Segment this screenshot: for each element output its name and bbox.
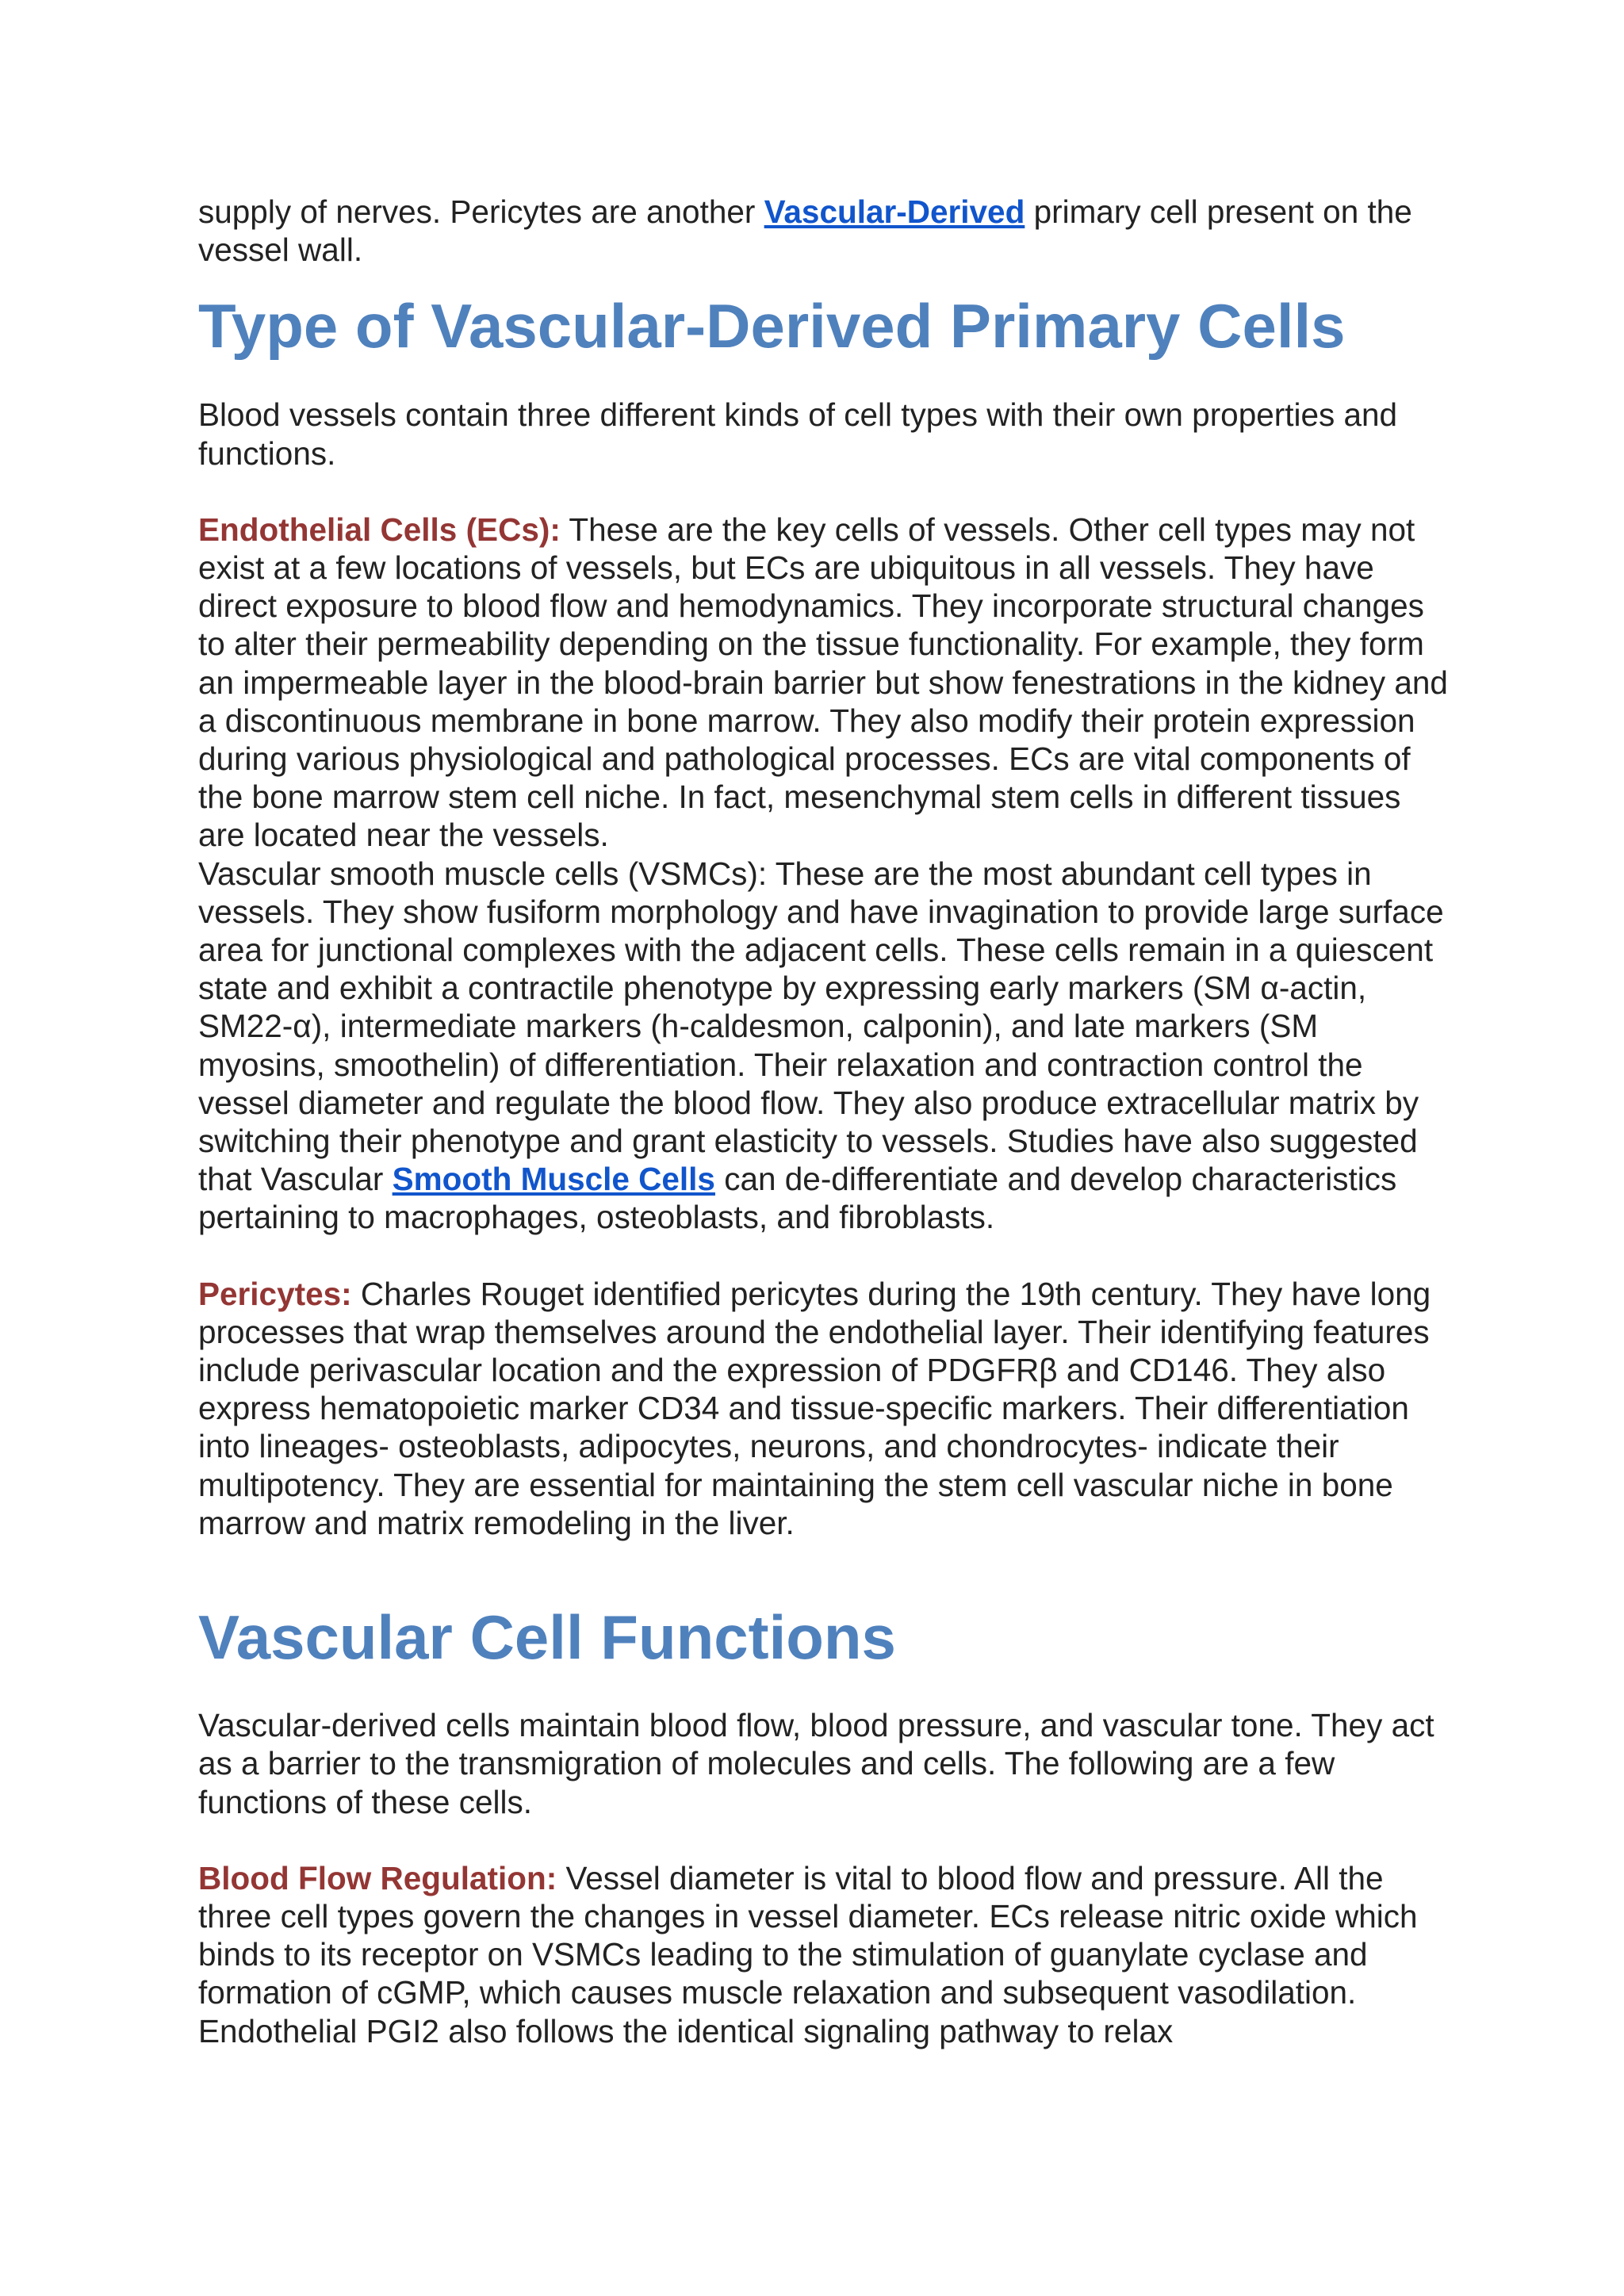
vsmc-text-after-link: can de-differentiate and develop characteristics pertaining to macrophages, osteoblasts, and fibroblasts.	[198, 1161, 1397, 1236]
endothelial-cells-text: These are the key cells of vessels. Other cell types may not exist at a few locations of vessels, but ECs are ubiquitous in all vessels. They have direct exposure to blood flow and hemodynamics. They incorporate structural changes to alter their permeability depending on the tissue functionality. For example, they form an impermeable layer in the blood-brain barrier but show fenestrations in the kidney and a discontinuous membrane in bone marrow. They also modify their protein expression during various physiological and pathological processes. ECs are vital components of the bone marrow stem cell niche. In fact, mesenchymal stem cells in different tissues are located near the vessels.	[198, 511, 1448, 854]
functions-intro-paragraph: Vascular-derived cells maintain blood flow, blood pressure, and vascular tone. They act as a barrier to the transmigration of molecules and cells. The following are a few functions of these cells.	[198, 1707, 1434, 1820]
endothelial-cells-term: Endothelial Cells (ECs):	[198, 511, 561, 548]
blood-flow-regulation-text: Vessel diameter is vital to blood flow and pressure. All the three cell types govern the changes in vessel diameter. ECs release nitric oxide which binds to its receptor on VSMCs leading to the stimulation of guanylate cyclase and formation of cGMP, which causes muscle relaxation and subsequent vasodilation. Endothelial PGI2 also follows the identical signaling pathway to relax	[198, 1859, 1418, 2049]
vascular-derived-link[interactable]: Vascular-Derived	[764, 193, 1025, 230]
vsmc-text-before-link: Vascular smooth muscle cells (VSMCs): These are the most abundant cell types in vessels. They show fusiform morphology and have invagination to provide large surface area for junctional complexes with the adjacent cells. These cells remain in a quiescent state and exhibit a contractile phenotype by expressing early markers (SM α-actin, SM22-α), intermediate markers (h-caldesmon, calponin), and late markers (SM myosins, smoothelin) of differentiation. Their relaxation and contraction control the vessel diameter and regulate the blood flow. They also produce extracellular matrix by switching their phenotype and grant elasticity to vessels. Studies have also suggested that Vascular	[198, 855, 1444, 1198]
vsmc-paragraph	[198, 855, 1451, 1237]
intro-paragraph	[198, 193, 1451, 269]
section-heading-vascular-cell-functions: Vascular Cell Functions	[198, 1602, 896, 1673]
blood-flow-regulation-term: Blood Flow Regulation:	[198, 1859, 557, 1896]
endothelial-cells-paragraph	[198, 511, 1451, 855]
pericytes-paragraph	[198, 1275, 1451, 1542]
blood-flow-regulation-paragraph	[198, 1859, 1451, 2050]
pericytes-text: Charles Rouget identified pericytes during the 19th century. They have long processes that wrap themselves around the endothelial layer. Their identifying features include perivascular location and the expression of PDGFRβ and CD146. They also express hematopoietic marker CD34 and tissue-specific markers. Their differentiation into lineages- osteoblasts, adipocytes, neurons, and chondrocytes- indicate their multipotency. They are essential for maintaining the stem cell vascular niche in bone marrow and matrix remodeling in the liver.	[198, 1275, 1431, 1541]
document-page	[198, 193, 1451, 2050]
smooth-muscle-cells-link[interactable]: Smooth Muscle Cells	[392, 1161, 715, 1198]
pericytes-term: Pericytes:	[198, 1275, 352, 1312]
section-heading-cell-types: Type of Vascular-Derived Primary Cells	[198, 291, 1346, 362]
cell-types-intro-paragraph: Blood vessels contain three different kinds of cell types with their own properties and functions.	[198, 396, 1398, 472]
intro-text-after-link: primary cell present on the vessel wall.	[198, 193, 1412, 269]
intro-text-before-link: supply of nerves. Pericytes are another	[198, 193, 764, 230]
